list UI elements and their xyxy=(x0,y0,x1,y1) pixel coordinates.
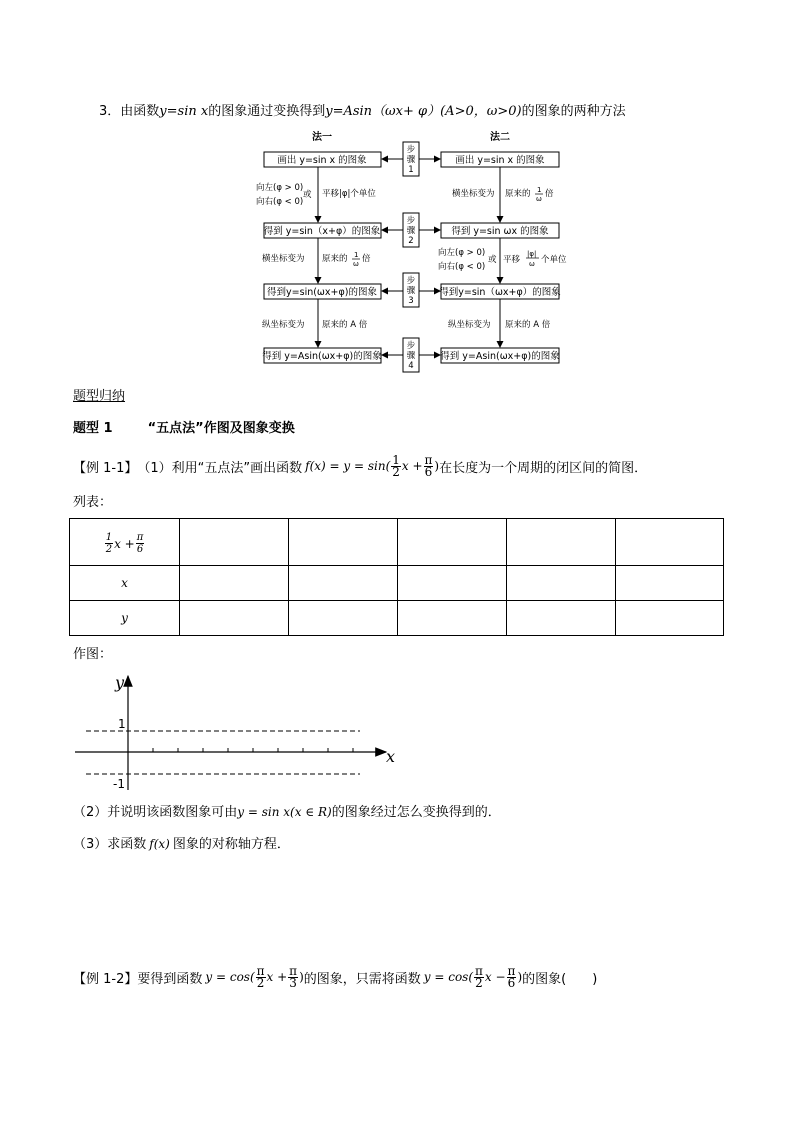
target-func: y = cos( xyxy=(205,970,255,984)
svg-text:向左(φ > 0): 向左(φ > 0) xyxy=(438,248,486,258)
svg-text:纵坐标变为: 纵坐标变为 xyxy=(448,320,491,330)
section-title: 题型归纳 xyxy=(73,389,126,404)
svg-text:横坐标变为: 横坐标变为 xyxy=(452,189,495,199)
example-1-2-tag: 【例 1-2】 xyxy=(73,971,138,987)
svg-text:得到 y=sin ωx 的图象: 得到 y=sin ωx 的图象 xyxy=(451,226,549,237)
svg-text:纵坐标变为: 纵坐标变为 xyxy=(262,320,305,330)
svg-text:原来的: 原来的 xyxy=(322,254,348,264)
svg-text:步: 步 xyxy=(406,341,416,351)
pi-over-six: $\frac{\pi}{6}$ xyxy=(424,452,433,479)
q2-formula: y = sin x(x ∈ R) xyxy=(237,805,332,819)
example-1-1-text-a: （1）利用“五点法”画出函数 xyxy=(137,460,303,476)
svg-text:骤: 骤 xyxy=(406,351,416,361)
heading-text-b: 的图象通过变换得到 xyxy=(208,104,326,119)
svg-text:画出 y=sin x 的图象: 画出 y=sin x 的图象 xyxy=(277,155,367,166)
example-1-1-func: f(x) = y = sin( xyxy=(305,459,391,473)
list-label: 列表： xyxy=(73,495,113,510)
svg-text:原来的: 原来的 xyxy=(505,189,531,199)
svg-text:|φ|: |φ| xyxy=(527,250,537,258)
svg-text:得到 y=Asin(ωx+φ)的图象: 得到 y=Asin(ωx+φ)的图象 xyxy=(262,351,382,362)
q3-formula: f(x) xyxy=(149,837,170,851)
heading-formula-2: y=Asin（ωx+ φ）(A>0，ω>0) xyxy=(325,104,522,119)
heading-formula-1: y=sin x xyxy=(159,104,209,119)
svg-text:向右(φ < 0): 向右(φ < 0) xyxy=(256,197,304,207)
svg-text:得到 y=Asin(ωx+φ)的图象: 得到 y=Asin(ωx+φ)的图象 xyxy=(440,351,560,362)
heading-text-c: 的图象的两种方法 xyxy=(521,104,626,119)
svg-text:骤: 骤 xyxy=(406,286,416,296)
question-2: （2）并说明该函数图象可由y = sin x(x ∈ R)的图象经过怎么变换得到的． xyxy=(73,805,501,820)
row-header-y: y xyxy=(70,601,180,636)
method2-label: 法二 xyxy=(490,132,510,143)
svg-text:1: 1 xyxy=(537,186,542,194)
svg-text:1: 1 xyxy=(408,165,414,175)
tick-label-one: 1 xyxy=(118,717,126,731)
draw-label: 作图： xyxy=(73,647,113,662)
svg-text:平移|φ|个单位: 平移|φ|个单位 xyxy=(322,189,376,199)
svg-text:或: 或 xyxy=(488,255,497,265)
svg-text:ω: ω xyxy=(353,260,359,268)
svg-text:4: 4 xyxy=(408,361,414,371)
svg-text:ω: ω xyxy=(529,260,535,268)
svg-text:ω: ω xyxy=(536,195,542,203)
svg-text:向右(φ < 0): 向右(φ < 0) xyxy=(438,262,486,272)
type1-title: “五点法”作图及图象变换 xyxy=(147,421,295,436)
svg-text:倍: 倍 xyxy=(362,254,371,264)
source-func: y = cos( xyxy=(423,970,474,984)
svg-text:得到y=sin（ωx+φ）的图象: 得到y=sin（ωx+φ）的图象 xyxy=(439,287,561,298)
svg-text:原来的 A 倍: 原来的 A 倍 xyxy=(322,320,368,330)
svg-text:2: 2 xyxy=(408,236,414,246)
svg-text:向左(φ > 0): 向左(φ > 0) xyxy=(256,183,304,193)
svg-text:原来的 A 倍: 原来的 A 倍 xyxy=(505,320,551,330)
y-axis-label: y xyxy=(115,673,125,692)
type1-label: 题型 1 xyxy=(73,421,113,436)
svg-text:得到y=sin(ωx+φ)的图象: 得到y=sin(ωx+φ)的图象 xyxy=(267,287,377,298)
svg-text:步: 步 xyxy=(406,216,416,226)
svg-text:或: 或 xyxy=(303,190,312,200)
svg-text:步: 步 xyxy=(406,276,416,286)
row-header-angle: $\frac{1}{2}$ x + $\frac{\pi}{6}$ xyxy=(70,519,180,566)
svg-text:倍: 倍 xyxy=(545,189,554,199)
svg-text:得到 y=sin（x+φ）的图象: 得到 y=sin（x+φ）的图象 xyxy=(263,226,381,237)
half-fraction: $\frac{1}{2}$ xyxy=(392,452,400,479)
svg-text:1: 1 xyxy=(354,251,359,259)
example-1-2-question: 【例 1-2】 要得到函数 y = cos( $\frac{\pi}{2}$ x + $\frac{\pi}{3}$ ) 的图象，只需将函数 y = cos( $\frac{\pi}{2}$ x − $\frac{\pi}{6}$ ) 的图象( ) xyxy=(73,963,598,990)
x-axis-label: x xyxy=(386,747,396,766)
x-plus: x + xyxy=(401,459,423,473)
row-header-x: x xyxy=(70,566,180,601)
svg-text:个单位: 个单位 xyxy=(541,255,567,265)
example-1-1-text-b: 在长度为一个周期的闭区间的简图． xyxy=(439,460,648,476)
example-1-1-tag: 【例 1-1】 xyxy=(73,460,138,476)
method1-label: 法一 xyxy=(312,132,332,143)
question-3: （3）求函数 f(x) 图象的对称轴方程． xyxy=(73,837,290,852)
tick-label-minus-one: -1 xyxy=(113,777,125,791)
svg-text:3: 3 xyxy=(408,296,414,306)
svg-text:骤: 骤 xyxy=(406,155,416,165)
heading-number: 3． xyxy=(99,104,121,119)
svg-text:横坐标变为: 横坐标变为 xyxy=(262,254,305,264)
svg-text:平移: 平移 xyxy=(503,255,521,265)
heading-text-a: 由函数 xyxy=(120,104,160,119)
svg-text:骤: 骤 xyxy=(406,226,416,236)
svg-text:画出 y=sin x 的图象: 画出 y=sin x 的图象 xyxy=(455,155,545,166)
close-paren: ) xyxy=(434,459,440,473)
svg-text:步: 步 xyxy=(406,145,416,155)
